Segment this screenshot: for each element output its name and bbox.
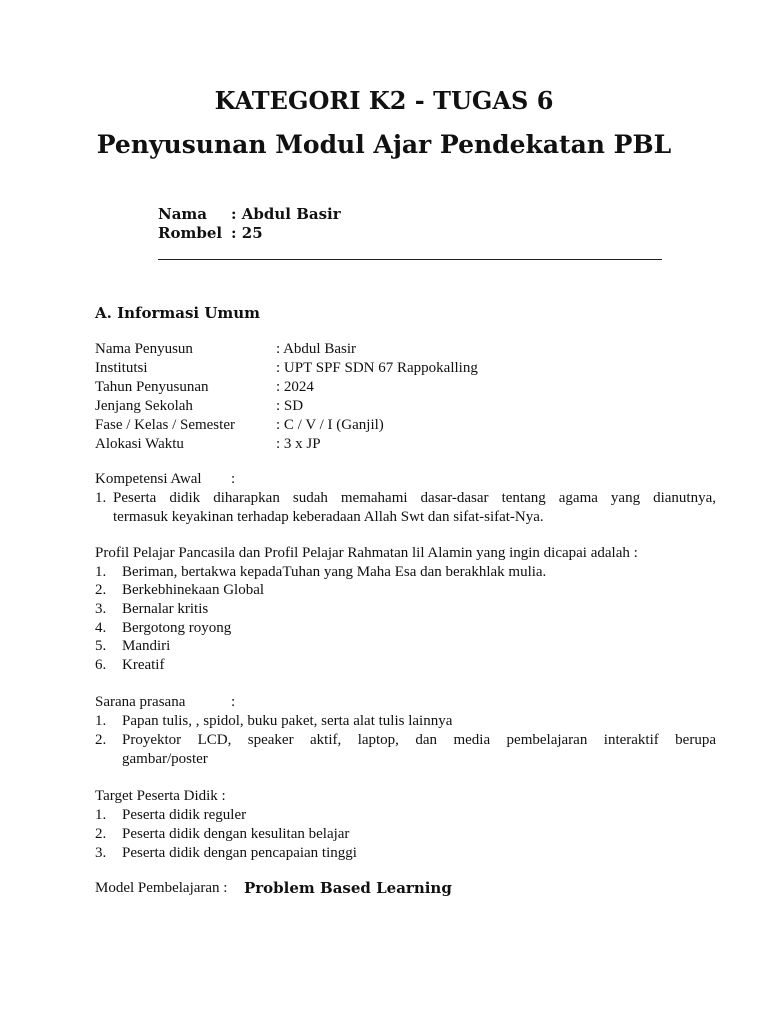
list-item-continuation: gambar/poster — [122, 751, 208, 767]
list-number: 2. — [95, 582, 107, 598]
list-number: 3. — [95, 601, 107, 617]
rombel-label: Rombel — [158, 224, 223, 242]
target-heading: Target Peserta Didik : — [95, 788, 226, 804]
sarana-colon: : — [231, 694, 236, 710]
list-item: Peserta didik reguler — [122, 807, 247, 823]
info-label: Nama Penyusun — [95, 341, 193, 357]
list-number: 6. — [95, 657, 107, 673]
list-number: 1. — [95, 564, 107, 580]
list-item: Bernalar kritis — [122, 601, 209, 617]
info-value: : C / V / I (Ganjil) — [276, 417, 384, 433]
list-item: Bergotong royong — [122, 620, 232, 636]
list-number: 1. — [95, 713, 107, 729]
list-item: Peserta didik dengan pencapaian tinggi — [122, 845, 357, 861]
list-item: Papan tulis, , spidol, buku paket, serta alat tulis lainnya — [122, 713, 453, 729]
info-value: : Abdul Basir — [276, 341, 357, 357]
profil-heading: Profil Pelajar Pancasila dan Profil Pelajar Rahmatan lil Alamin yang ingin dicapai adalah : — [95, 545, 638, 561]
separator-line — [158, 259, 662, 260]
list-number: 3. — [95, 845, 107, 861]
list-number: 2. — [95, 732, 107, 748]
info-label: Tahun Penyusunan — [95, 379, 209, 395]
name-label: Nama — [158, 205, 208, 223]
rombel-value: : 25 — [231, 224, 263, 242]
kompetensi-heading: Kompetensi Awal — [95, 471, 202, 487]
document-title: KATEGORI K2 - TUGAS 6 — [214, 86, 554, 115]
info-label: Jenjang Sekolah — [95, 398, 193, 414]
list-number: 4. — [95, 620, 107, 636]
kompetensi-colon: : — [231, 471, 236, 487]
info-value: : SD — [276, 398, 304, 414]
info-value: : 2024 — [276, 379, 314, 395]
list-item: Proyektor LCD, speaker aktif, laptop, dan media pembelajaran interaktif berupa — [122, 732, 716, 748]
document-subtitle: Penyusunan Modul Ajar Pendekatan PBL — [96, 130, 672, 159]
info-label: Institutsi — [95, 360, 148, 376]
info-label: Alokasi Waktu — [95, 436, 184, 452]
info-label: Fase / Kelas / Semester — [95, 417, 235, 433]
list-item: Mandiri — [122, 638, 171, 654]
list-number: 5. — [95, 638, 107, 654]
name-value: : Abdul Basir — [231, 205, 341, 223]
info-value: : UPT SPF SDN 67 Rappokalling — [276, 360, 478, 376]
info-value: : 3 x JP — [276, 436, 321, 452]
list-item: Peserta didik dengan kesulitan belajar — [122, 826, 350, 842]
list-item: Kreatif — [122, 657, 165, 673]
list-item: Peserta didik diharapkan sudah memahami dasar-dasar tentang agama yang dianutnya, — [113, 490, 716, 506]
list-number: 1. — [95, 807, 107, 823]
section-a-heading: A. Informasi Umum — [95, 304, 261, 322]
list-item-continuation: termasuk keyakinan terhadap keberadaan Allah Swt dan sifat-sifat-Nya. — [113, 509, 544, 525]
model-value: Problem Based Learning — [244, 879, 452, 897]
list-item: Berkebhinekaan Global — [122, 582, 265, 598]
list-number: 2. — [95, 826, 107, 842]
list-number: 1. — [95, 490, 107, 506]
sarana-heading: Sarana prasana — [95, 694, 186, 710]
list-item: Beriman, bertakwa kepadaTuhan yang Maha Esa dan berakhlak mulia. — [122, 564, 547, 580]
model-label: Model Pembelajaran : — [95, 880, 228, 896]
